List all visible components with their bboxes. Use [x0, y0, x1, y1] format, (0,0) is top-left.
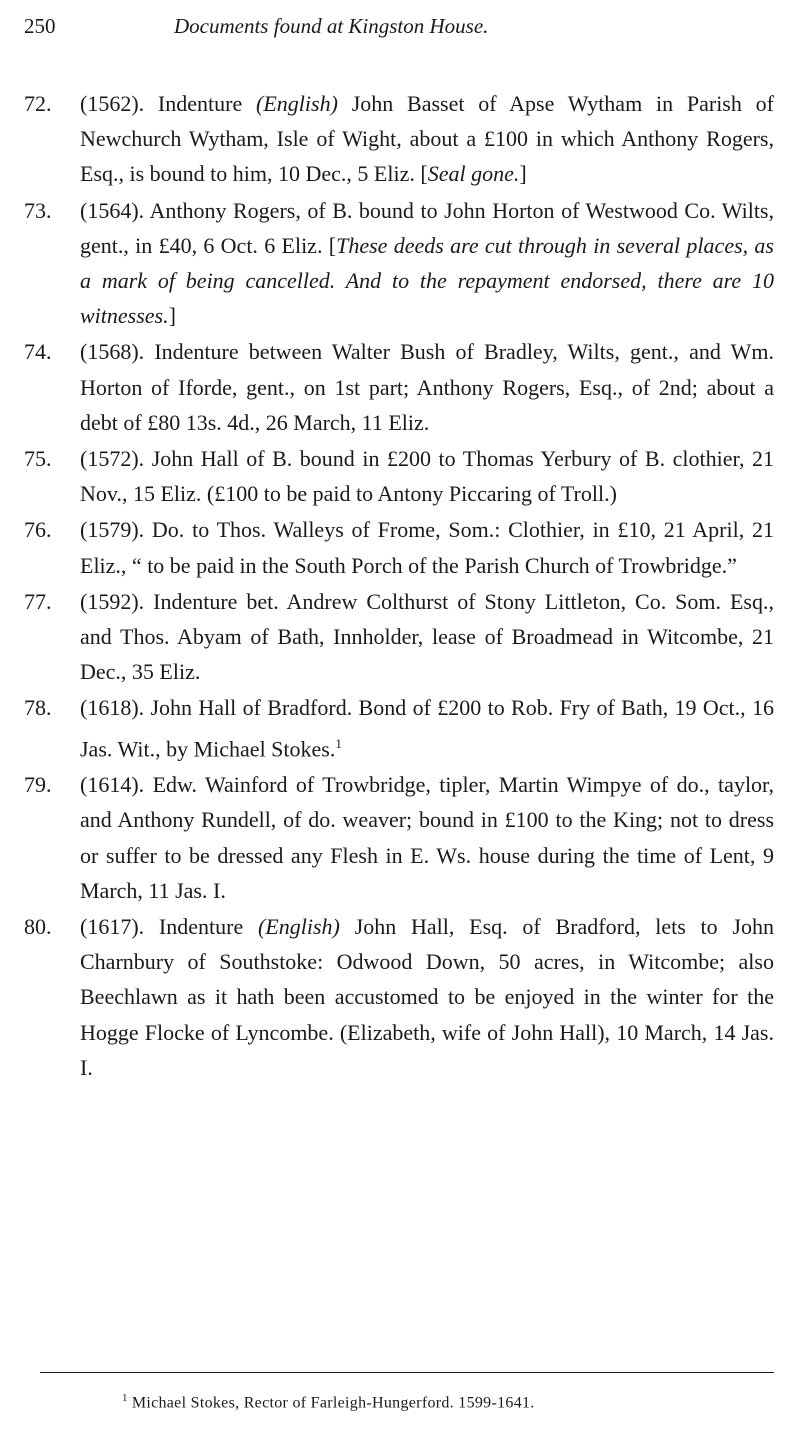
entry-text-italic: These deeds are cut through in several places, as a mark of being cancelled. And to the repayment endorsed, there are 10 witnesses.: [80, 232, 774, 329]
footnote: [122, 1392, 535, 1412]
entry-item: [24, 334, 774, 440]
entry-text-run: (1579). Do. to Thos. Walleys of Frome, Som.: Clothier, in £10, 21 April, 21 Eliz., “ to be paid in the South Porch of the Parish Church of Trowbridge.”: [80, 517, 774, 578]
entry-number: 79.: [24, 772, 52, 798]
running-title: Documents found at Kingston House.: [174, 14, 489, 38]
entry-text-run: (1617). Indenture: [80, 914, 258, 939]
entry-item: [24, 690, 774, 766]
entry-text-run: John Hall, Esq. of Bradford, lets to John Charnbury of Southstoke: Odwood Down, 50 acres, in Witcombe; also Beechlawn as it hath been accustomed to be enjoyed in the winter for the Hogge Flocke of Lyncombe. (Elizabeth, wife of John Hall), 10 March, 14 Jas. I.: [80, 914, 774, 1080]
entry-number: 72.: [24, 91, 52, 116]
entry-item: [24, 512, 774, 582]
footnote-rule: [40, 1372, 774, 1373]
entry-text: [80, 584, 774, 690]
entry-text-run: (1614). Edw. Wainford of Trowbridge, tipler, Martin Wimpye of do., taylor, and Anthony Rundell, of do. weaver; bound in £100 to the King; not to dress or suffer to be dressed any Flesh in E. Ws. house during the time of Lent, 9 March, 11 Jas. I.: [80, 772, 774, 903]
entry-item: [24, 584, 774, 690]
entry-item: [24, 909, 774, 1085]
entry-item: [24, 441, 774, 511]
entry-text: [80, 690, 774, 766]
entry-text-italic: Seal gone.: [427, 161, 520, 187]
entry-text-italic: (English): [256, 91, 338, 116]
entry-number: 76.: [24, 517, 52, 543]
footnote-text: Michael Stokes, Rector of Farleigh-Hungerford. 1599-1641.: [131, 1394, 535, 1412]
entry-number: 78.: [24, 695, 52, 721]
entry-item: [24, 86, 774, 192]
entry-text: [80, 86, 774, 192]
entry-text: [80, 512, 774, 582]
entry-text-run: John Basset of Apse Wytham in Parish of Newchurch Wytham, Isle of Wight, about a £100 in which Anthony Rogers, Esq., is bound to him, 10 Dec., 5 Eliz. [: [80, 91, 774, 187]
footnote-marker: 1: [122, 1392, 128, 1404]
entry-text-italic: (English): [258, 914, 340, 939]
entry-text-run: ]: [519, 161, 527, 187]
entry-text-run: (1564). Anthony Rogers, of B. bound to John Horton of Westwood Co. Wilts, gent., in £40, 6 Oct. 6 Eliz. [: [80, 197, 774, 258]
entry-number: 73.: [24, 197, 52, 223]
entry-text: [80, 334, 774, 440]
entry-number: 77.: [24, 588, 52, 614]
entry-text: [80, 767, 774, 908]
entry-number: 74.: [24, 339, 52, 365]
entry-text-run: ]: [168, 303, 176, 329]
page-number: 250: [24, 14, 56, 38]
entry-text-run: (1568). Indenture between Walter Bush of Bradley, Wilts, gent., and Wm. Horton of Iforde, gent., on 1st part; Anthony Rogers, Esq., of 2nd; about a debt of £80 13s. 4d., 26 March, 11 Eliz.: [80, 339, 774, 435]
entry-text: [80, 193, 774, 334]
entry-item: [24, 767, 774, 908]
entry-text-run: (1618). John Hall of Bradford. Bond of £200 to Rob. Fry of Bath, 19 Oct., 16 Jas. Wit., by Michael Stokes.: [80, 695, 774, 761]
running-head: [24, 14, 774, 50]
entry-list: [24, 86, 774, 1085]
entry-text-run: (1562). Indenture: [80, 91, 257, 116]
entry-text: [80, 909, 774, 1085]
footnote-reference: 1: [335, 735, 342, 751]
entry-number: 75.: [24, 446, 52, 472]
entry-item: [24, 193, 774, 334]
entry-text-run: (1592). Indenture bet. Andrew Colthurst of Stony Littleton, Co. Som. Esq., and Thos. Abyam of Bath, Innholder, lease of Broadmead in Witcombe, 21 Dec., 35 Eliz.: [80, 588, 774, 685]
entry-text-run: (1572). John Hall of B. bound in £200 to Thomas Yerbury of B. clothier, 21 Nov., 15 Eliz. (£100 to be paid to Antony Piccaring of Troll.): [80, 446, 774, 507]
entry-number: 80.: [24, 914, 52, 939]
entry-text: [80, 441, 774, 511]
